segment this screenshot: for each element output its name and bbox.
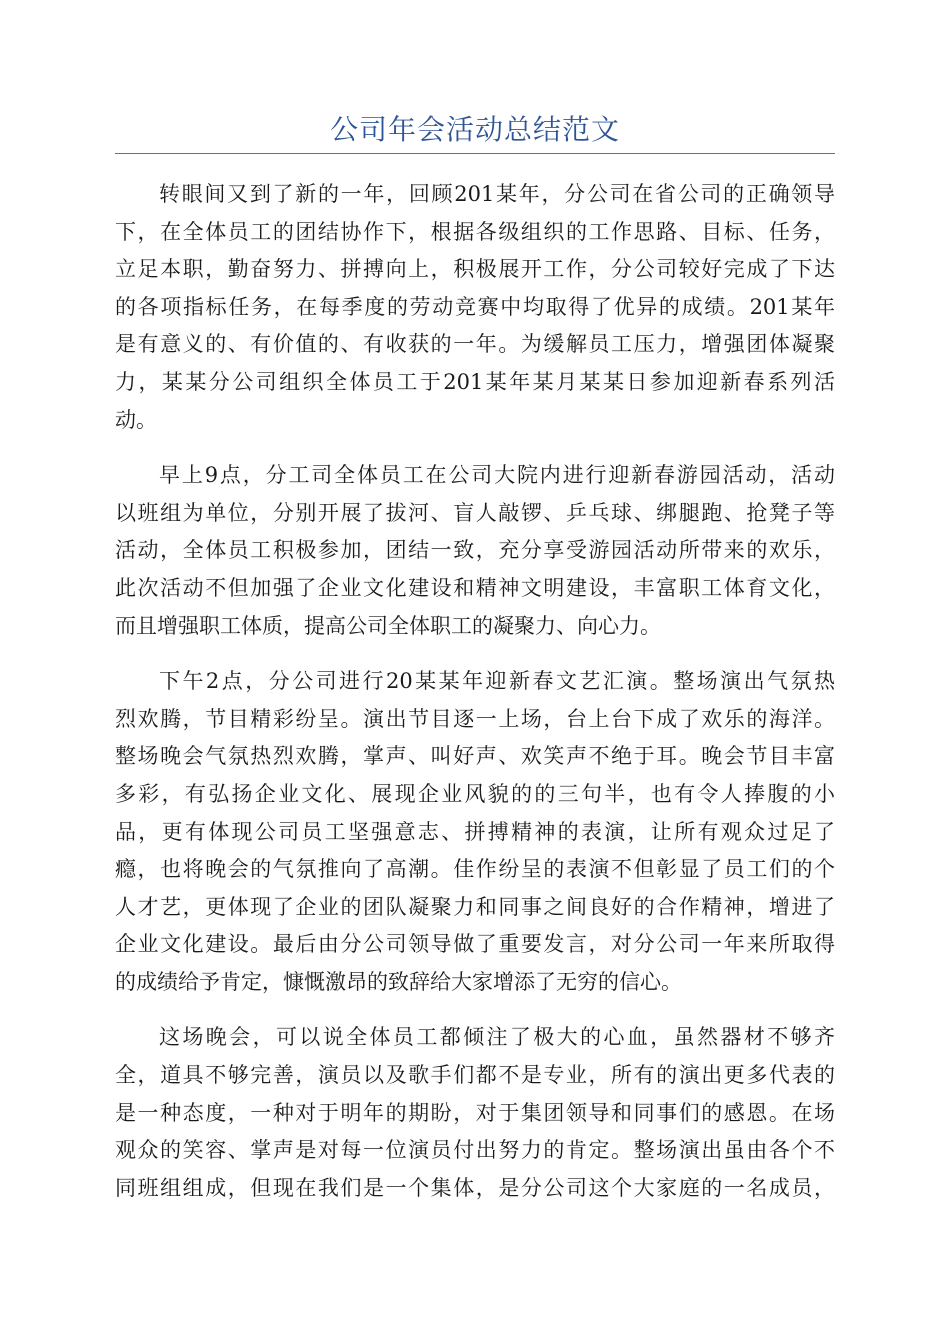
paragraph-line: 转眼间又到了新的一年，回顾201某年，分公司在省公司的正确领导 <box>159 182 835 206</box>
paragraph-line: 的成绩给予肯定，慷慨激昂的致辞给大家增添了无穷的信心。 <box>115 969 682 994</box>
paragraph-2 <box>115 457 835 645</box>
paragraph-line: 动。 <box>115 407 157 432</box>
paragraph-line: 企业文化建设。最后由分公司领导做了重要发言，对分公司一年来所取得 <box>115 932 835 957</box>
paragraph-line: 立足本职，勤奋努力、拼搏向上，积极展开工作，分公司较好完成了下达 <box>115 257 835 282</box>
paragraph-line: 观众的笑容、掌声是对每一位演员付出努力的肯定。整场演出虽由各个不 <box>115 1138 835 1163</box>
paragraph-line: 此次活动不但加强了企业文化建设和精神文明建设，丰富职工体育文化， <box>115 575 835 600</box>
paragraph-line: 活动，全体员工积极参加，团结一致，充分享受游园活动所带来的欢乐， <box>115 538 835 563</box>
paragraph-line: 而且增强职工体质，提高公司全体职工的凝聚力、向心力。 <box>115 613 661 638</box>
paragraph-line: 力，某某分公司组织全体员工于201某年某月某某日参加迎新春系列活 <box>115 369 835 394</box>
document-body <box>115 176 835 1225</box>
paragraph-line: 下，在全体员工的团结协作下，根据各级组织的工作思路、目标、任务， <box>115 219 835 244</box>
paragraph-line: 多彩，有弘扬企业文化、展现企业风貌的的三句半，也有令人捧腹的小 <box>115 781 835 806</box>
paragraph-3 <box>115 663 835 1001</box>
paragraph-line: 这场晚会，可以说全体员工都倾注了极大的心血，虽然器材不够齐 <box>159 1025 835 1050</box>
title-underline <box>115 153 835 154</box>
paragraph-line: 瘾，也将晚会的气氛推向了高潮。佳作纷呈的表演不但彰显了员工们的个 <box>115 857 835 882</box>
paragraph-line: 烈欢腾，节目精彩纷呈。演出节目逐一上场，台上台下成了欢乐的海洋。 <box>115 706 835 731</box>
document-title: 公司年会活动总结范文 <box>329 113 620 146</box>
paragraph-line: 下午2点，分公司进行20某某年迎新春文艺汇演。整场演出气氛热 <box>159 669 835 694</box>
paragraph-line: 全，道具不够完善，演员以及歌手们都不是专业，所有的演出更多代表的 <box>115 1063 835 1088</box>
paragraph-4 <box>115 1019 835 1207</box>
paragraph-line: 人才艺，更体现了企业的团队凝聚力和同事之间良好的合作精神，增进了 <box>115 894 835 919</box>
paragraph-line: 早上9点，分工司全体员工在公司大院内进行迎新春游园活动，活动 <box>159 463 835 488</box>
paragraph-line: 同班组组成，但现在我们是一个集体，是分公司这个大家庭的一名成员， <box>115 1175 835 1200</box>
paragraph-line: 品，更有体现公司员工坚强意志、拼搏精神的表演，让所有观众过足了 <box>115 819 835 844</box>
paragraph-line: 是有意义的、有价值的、有收获的一年。为缓解员工压力，增强团体凝聚 <box>115 332 835 357</box>
paragraph-line: 整场晚会气氛热烈欢腾，掌声、叫好声、欢笑声不绝于耳。晚会节目丰富 <box>115 744 835 769</box>
paragraph-line: 是一种态度，一种对于明年的期盼，对于集团领导和同事们的感恩。在场 <box>115 1100 835 1125</box>
paragraph-line: 以班组为单位，分别开展了拔河、盲人敲锣、乒乓球、绑腿跑、抢凳子等 <box>115 500 835 525</box>
paragraph-1 <box>115 176 835 439</box>
paragraph-line: 的各项指标任务，在每季度的劳动竞赛中均取得了优异的成绩。201某年 <box>115 294 835 319</box>
